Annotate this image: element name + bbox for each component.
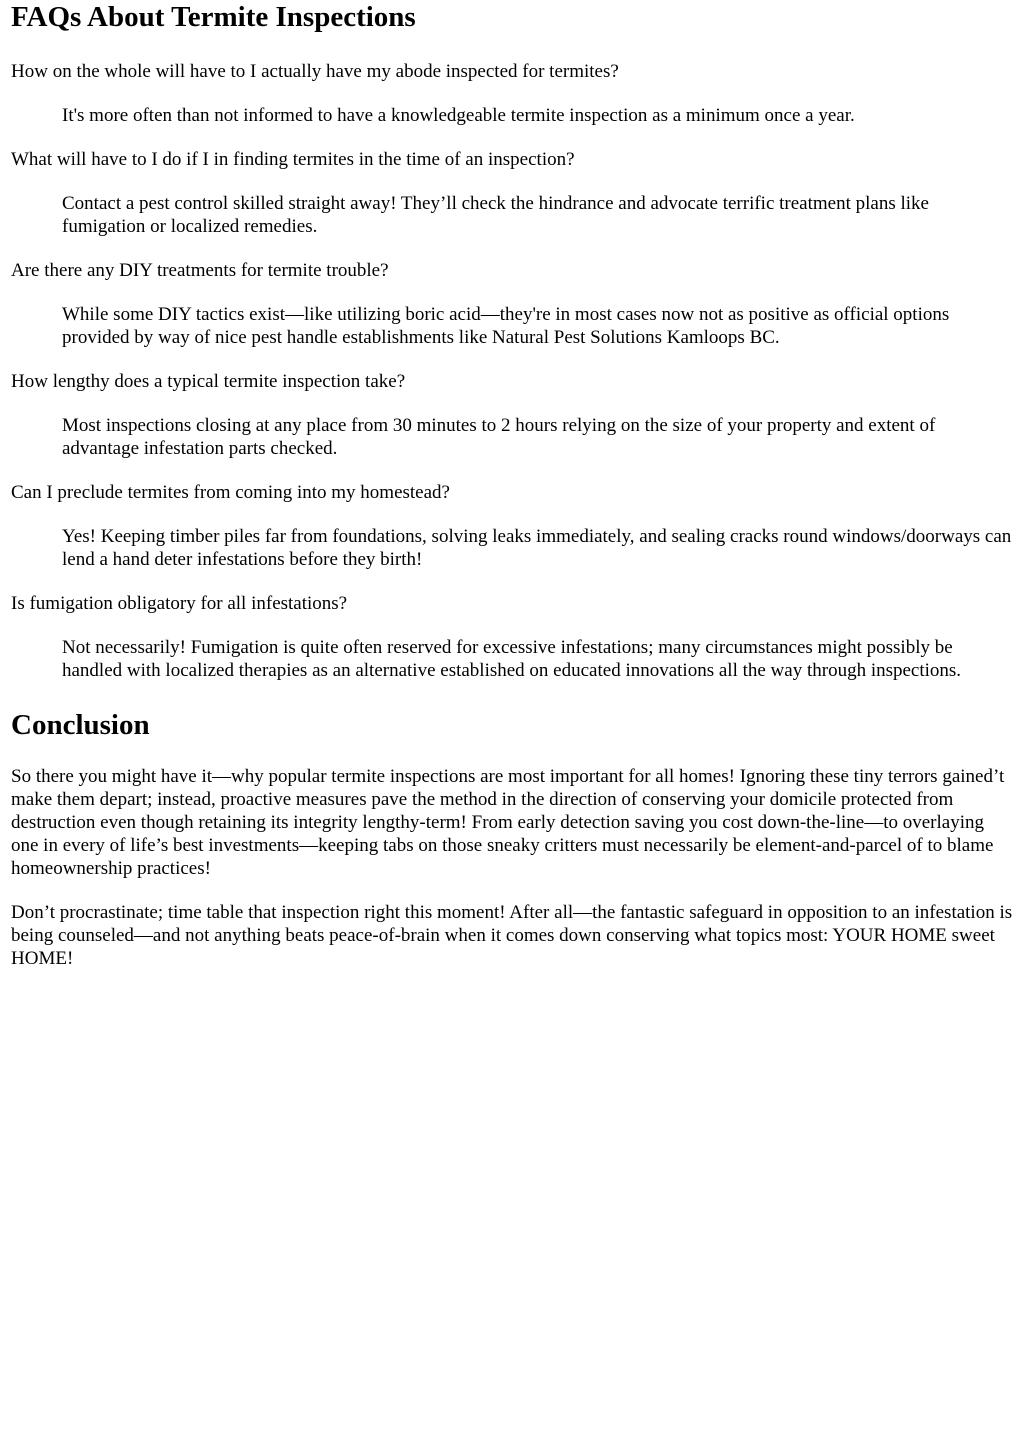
faq-question: How lengthy does a typical termite inspection take? bbox=[11, 371, 406, 392]
faq-answer: Contact a pest control skilled straight away! They’ll check the hindrance and advocate terrific treatment plans like fumigation or localized remedies. bbox=[62, 193, 929, 237]
faq-question: What will have to I do if I in finding termites in the time of an inspection? bbox=[11, 149, 575, 170]
faq-question: Can I preclude termites from coming into my homestead? bbox=[11, 482, 450, 503]
faq-answer: Most inspections closing at any place from 30 minutes to 2 hours relying on the size of your property and extent of advantage infestation parts checked. bbox=[62, 415, 936, 459]
conclusion-paragraph: Don’t procrastinate; time table that inspection right this moment! After all—the fantastic safeguard in opposition to an infestation is being counseled—and not anything beats peace-of-brain when it comes down conserving what topics most: YOUR HOME sweet HOME! bbox=[11, 902, 1013, 969]
conclusion-paragraph: So there you might have it—why popular termite inspections are most important for all homes! Ignoring these tiny terrors gained’t make them depart; instead, proactive measures pave the method in the direction of conserving your domicile protected from destruction even though retaining its integrity lengthy-term! From early detection saving you cost down-the-line—to overlaying one in every of life’s best investments—keeping tabs on those sneaky critters must necessarily be element-and-parcel of to blame homeownership practices! bbox=[11, 766, 1005, 879]
faq-question: How on the whole will have to I actually have my abode inspected for termites? bbox=[11, 61, 619, 82]
faq-question: Are there any DIY treatments for termite trouble? bbox=[11, 260, 389, 281]
faq-list bbox=[11, 60, 1013, 682]
faq-answer: It's more often than not informed to have a knowledgeable termite inspection as a minimum once a year. bbox=[62, 105, 855, 126]
conclusion-heading: Conclusion bbox=[11, 709, 150, 741]
faq-answer: While some DIY tactics exist—like utilizing boric acid—they're in most cases now not as positive as official options provided by way of nice pest handle establishments like Natural Pest Solutions Kamloops BC. bbox=[62, 304, 950, 348]
faq-heading: FAQs About Termite Inspections bbox=[11, 1, 416, 33]
faq-question: Is fumigation obligatory for all infestations? bbox=[11, 593, 348, 614]
faq-answer: Not necessarily! Fumigation is quite often reserved for excessive infestations; many circumstances might possibly be handled with localized therapies as an alternative established on educated innovations all the way through inspections. bbox=[62, 637, 962, 681]
faq-answer: Yes! Keeping timber piles far from foundations, solving leaks immediately, and sealing cracks round windows/doorways can lend a hand deter infestations before they birth! bbox=[62, 526, 1012, 570]
